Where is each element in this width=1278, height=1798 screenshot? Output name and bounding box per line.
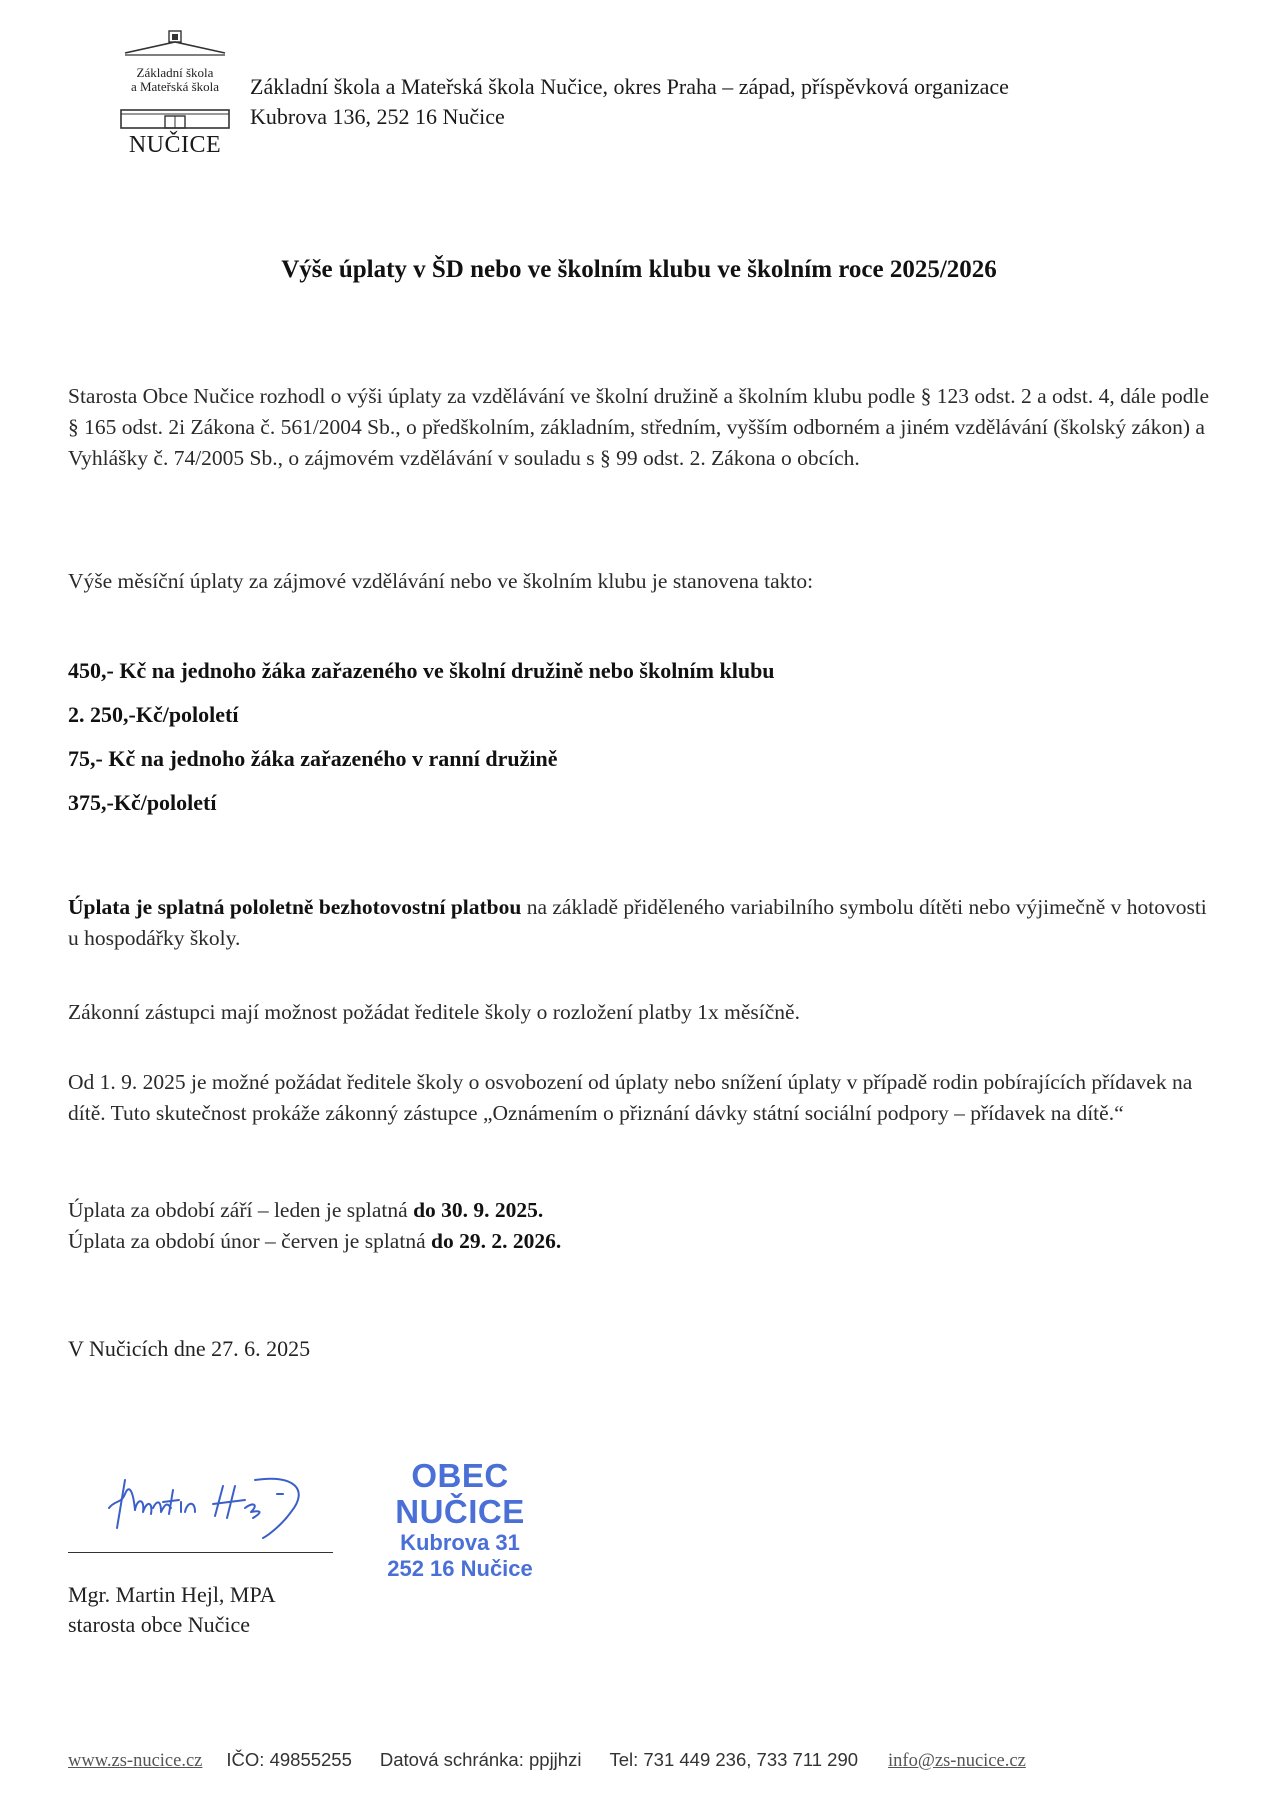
due-line-text: Úplata za období únor – červen je splatná <box>68 1229 431 1253</box>
footer <box>68 1749 1218 1772</box>
rate-line: 2. 250,-Kč/pololetí <box>68 702 239 727</box>
organization-address: Kubrova 136, 252 16 Nučice <box>250 104 505 129</box>
due-dates-paragraph <box>68 1195 1218 1257</box>
stamp-city: 252 16 Nučice <box>387 1556 533 1581</box>
school-logo <box>117 28 233 160</box>
logo-text-line2: a Mateřská škola <box>130 79 220 94</box>
footer-phone: Tel: 731 449 236, 733 711 290 <box>609 1749 859 1770</box>
organization-name: Základní škola a Mateřská škola Nučice, okres Praha – západ, příspěvková organizace <box>250 74 1009 99</box>
logo-town-name: NUČICE <box>128 132 222 158</box>
exemption-paragraph: Od 1. 9. 2025 je možné požádat ředitele školy o osvobození od úplaty nebo snížení úplaty v případě rodin pobírajících přídavek na dítě. Tuto skutečnost prokáže zákonný zástupce „Oznámením o přiznání dávky státní sociální podpory – přídavek na dítě.“ <box>68 1070 1193 1125</box>
intro-paragraph: Starosta Obce Nučice rozhodl o výši úplaty za vzdělávání ve školní družině a školním klubu podle § 123 odst. 2 a odst. 4, dále podle § 165 odst. 2i Zákona č. 561/2004 Sb., o předškolním, základním, středním, vyšším odborném a jiném vzdělávání (školský zákon) a Vyhlášky č. 74/2005 Sb., o zájmovém vzdělávání v souladu s § 99 odst. 2. Zákona o obcích. <box>68 384 1210 470</box>
due-line-text: Úplata za období září – leden je splatná <box>68 1198 414 1222</box>
stamp-name: OBEC NUČICE <box>395 1457 525 1530</box>
rate-line: 375,-Kč/pololetí <box>68 790 217 815</box>
due-line-date: do 29. 2. 2026. <box>430 1229 562 1253</box>
handwritten-signature <box>95 1450 335 1550</box>
signer-name: Mgr. Martin Hejl, MPA <box>68 1582 276 1607</box>
stamp-street: Kubrova 31 <box>400 1530 520 1555</box>
payment-emphasis: Úplata je splatná pololetně bezhotovostní platbou <box>68 895 522 919</box>
due-line <box>68 1226 1218 1257</box>
footer-email-link[interactable]: info@zs-nucice.cz <box>888 1751 1026 1771</box>
split-paragraph: Zákonní zástupci mají možnost požádat ředitele školy o rozložení platby 1x měsíčně. <box>68 1000 800 1024</box>
payment-text: na základě přiděleného variabilního symbolu dítěti nebo výjimečně v hotovosti u hospodářky školy. <box>68 895 1207 950</box>
footer-data-box: Datová schránka: ppjjhzi <box>379 1749 582 1770</box>
logo-text-line1: Základní škola <box>136 65 214 80</box>
footer-ico: IČO: 49855255 <box>226 1749 352 1770</box>
municipality-stamp <box>350 1458 570 1582</box>
rate-line: 75,- Kč na jednoho žáka zařazeného v ranní družině <box>68 746 558 771</box>
signature-line <box>68 1552 333 1553</box>
footer-website-link[interactable]: www.zs-nucice.cz <box>68 1751 203 1771</box>
due-line <box>68 1195 1218 1226</box>
payment-paragraph <box>68 892 1218 954</box>
signer-role: starosta obce Nučice <box>68 1612 251 1637</box>
due-line-date: do 30. 9. 2025. <box>413 1198 544 1222</box>
document-title: Výše úplaty v ŠD nebo ve školním klubu ve školním roce 2025/2026 <box>281 256 997 283</box>
place-and-date: V Nučicích dne 27. 6. 2025 <box>68 1336 311 1361</box>
rate-list <box>68 656 775 832</box>
rate-line: 450,- Kč na jednoho žáka zařazeného ve školní družině nebo školním klubu <box>68 658 775 683</box>
rate-intro-paragraph: Výše měsíční úplaty za zájmové vzdělávání nebo ve školním klubu je stanovena takto: <box>68 569 814 593</box>
